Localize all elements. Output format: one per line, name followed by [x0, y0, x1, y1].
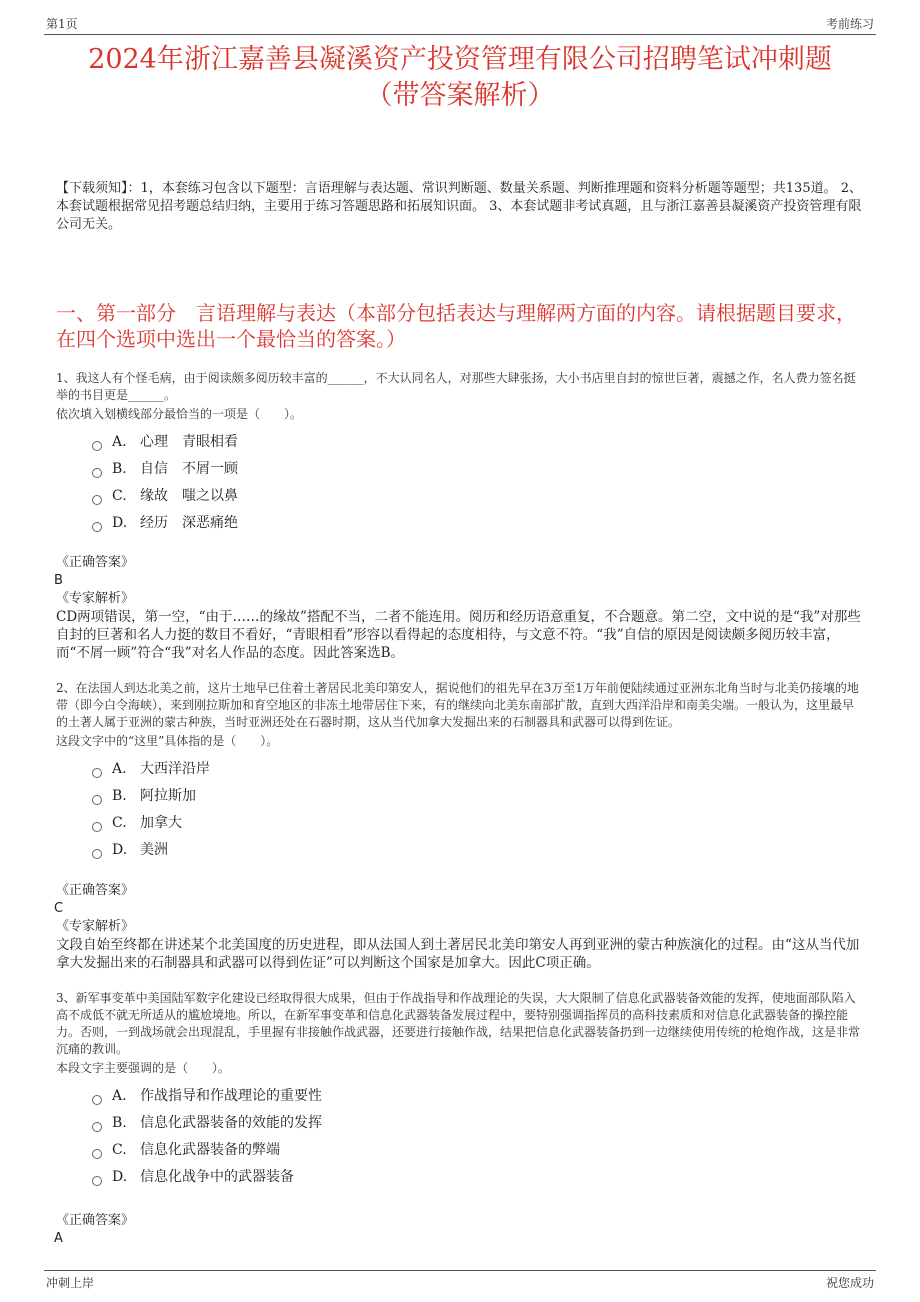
option-letter: D.	[112, 842, 128, 858]
question-prompt: 本段文字主要强调的是（ ）。	[56, 1061, 231, 1075]
option-text: 缘故 嗤之以鼻	[140, 488, 238, 504]
option-text: 阿拉斯加	[140, 788, 196, 804]
option-b[interactable]	[92, 783, 864, 810]
radio-icon[interactable]	[92, 468, 102, 478]
option-a[interactable]	[92, 1083, 864, 1110]
option-list	[92, 756, 864, 864]
radio-icon[interactable]	[92, 822, 102, 832]
option-text: 信息化武器装备的效能的发挥	[140, 1115, 322, 1131]
question-stem: 1、我这人有个怪毛病，由于阅读颇多阅历较丰富的______，不大认同名人，对那些大肆张扬，大小书店里自封的惊世巨著，震撼之作，名人费力签名挺举的书目更是______。	[56, 371, 856, 402]
explain-text: CD两项错误，第一空，“由于……的缘故”搭配不当，二者不能连用。阅历和经历语意重复，不合题意。第二空，文中说的是“我”对那些自封的巨著和名人力挺的数目不看好，“青眼相看”形容以看得起的态度相待，与文意不符。“我”自信的原因是阅读颇多阅历较丰富，而“不屑一顾”符合“我”对名人作品的态度。因此答案选B。	[56, 609, 861, 661]
download-notice: 【下载须知】：1，本套练习包含以下题型：言语理解与表达题、常识判断题、数量关系题、判断推理题和资料分析题等题型；共135道。 2、本套试题根据常见招考题总结归纳，主要用于练习答题思路和拓展知识面。 3、本套试题非考试真题，且与浙江嘉善县凝溪资产投资管理有限公司无关。	[56, 181, 862, 232]
option-b[interactable]	[92, 456, 864, 483]
option-letter: A.	[112, 761, 127, 777]
option-c[interactable]	[92, 1137, 864, 1164]
option-a[interactable]	[92, 429, 864, 456]
question-2	[56, 680, 864, 864]
option-text: 经历 深恶痛绝	[140, 515, 238, 531]
option-letter: B.	[112, 788, 127, 804]
footer-left: 冲刺上岸	[46, 1276, 95, 1290]
radio-icon[interactable]	[92, 768, 102, 778]
option-list	[92, 429, 864, 537]
answer-label: 《正确答案》	[56, 555, 135, 570]
option-text: 作战指导和作战理论的重要性	[140, 1088, 322, 1104]
option-letter: B.	[112, 461, 127, 477]
page-number: 第1页	[46, 17, 78, 31]
option-letter: C.	[112, 1142, 127, 1158]
question-stem: 2、在法国人到达北美之前，这片土地早已住着土著居民北美印第安人，据说他们的祖先早在3万至1万年前便陆续通过亚洲东北角当时与北美仍接壤的地带（即今白令海峡），来到刚拉斯加和育空地区的非冻土地带居住下来，有的继续向北美东南部扩散，直到大西洋沿岸和南美尖端。一般认为，这里最早的土著人属于亚洲的蒙古种族，当时亚洲还处在石器时期，这从当代加拿大发掘出来的石制器具和武器可以得到佐证。	[56, 681, 859, 729]
title-line-2: （带答案解析）	[365, 80, 555, 111]
explain-label: 《专家解析》	[56, 591, 135, 606]
option-c[interactable]	[92, 483, 864, 510]
explain-label: 《专家解析》	[56, 919, 135, 934]
radio-icon[interactable]	[92, 1149, 102, 1159]
explain-text: 文段自始至终都在讲述某个北美国度的历史进程，即从法国人到土著居民北美印第安人再到亚洲的蒙古种族演化的过程。由“这从当代加拿大发掘出来的石制器具和武器可以得到佐证”可以判断这个国家是加拿大。因此C项正确。	[56, 937, 860, 971]
radio-icon[interactable]	[92, 1176, 102, 1186]
option-d[interactable]	[92, 837, 864, 864]
option-b[interactable]	[92, 1110, 864, 1137]
question-prompt: 依次填入划横线部分最恰当的一项是（ ）。	[56, 407, 303, 421]
radio-icon[interactable]	[92, 441, 102, 451]
section-title: 一、第一部分 言语理解与表达（本部分包括表达与理解两方面的内容。请根据题目要求，在四个选项中选出一个最恰当的答案。）	[56, 301, 856, 351]
radio-icon[interactable]	[92, 849, 102, 859]
answer-label: 《正确答案》	[56, 883, 135, 898]
page-footer	[44, 1270, 876, 1291]
option-text: 加拿大	[140, 815, 182, 831]
footer-right: 祝您成功	[825, 1276, 874, 1290]
option-letter: D.	[112, 1169, 128, 1185]
answer-block-1	[56, 554, 864, 662]
option-text: 自信 不屑一顾	[140, 461, 238, 477]
answer-value: B	[54, 573, 63, 588]
page-header	[44, 12, 876, 35]
option-letter: C.	[112, 488, 127, 504]
question-prompt: 这段文字中的“这里”具体指的是（ ）。	[56, 734, 279, 748]
option-letter: A.	[112, 1088, 127, 1104]
document-title	[44, 42, 876, 114]
radio-icon[interactable]	[92, 1122, 102, 1132]
option-a[interactable]	[92, 756, 864, 783]
option-text: 美洲	[140, 842, 168, 858]
radio-icon[interactable]	[92, 1095, 102, 1105]
option-c[interactable]	[92, 810, 864, 837]
header-label: 考前练习	[825, 17, 874, 31]
question-stem: 3、新军事变革中美国陆军数字化建设已经取得很大成果，但由于作战指导和作战理论的失误，大大限制了信息化武器装备效能的发挥，使地面部队陷入高不成低不就无所适从的尴尬境地。所以，在新军事变革和信息化武器装备发展过程中，要特别强调指挥员的高科技素质和对信息化武器装备的操控能力。否则，一到战场就会出现混乱，手里握有非接触作战武器，还要进行接触作战，结果把信息化武器装备扔到一边继续使用传统的枪炮作战，这是非常沉痛的教训。	[56, 991, 861, 1056]
option-letter: B.	[112, 1115, 127, 1131]
option-text: 信息化战争中的武器装备	[140, 1169, 294, 1185]
option-d[interactable]	[92, 510, 864, 537]
radio-icon[interactable]	[92, 495, 102, 505]
radio-icon[interactable]	[92, 522, 102, 532]
option-text: 大西洋沿岸	[140, 761, 210, 777]
answer-value: A	[54, 1231, 63, 1246]
option-letter: D.	[112, 515, 128, 531]
question-3	[56, 990, 864, 1191]
title-line-1: 2024年浙江嘉善县凝溪资产投资管理有限公司招聘笔试冲刺题	[88, 44, 832, 75]
radio-icon[interactable]	[92, 795, 102, 805]
option-list	[92, 1083, 864, 1191]
option-letter: C.	[112, 815, 127, 831]
option-text: 信息化武器装备的弊端	[140, 1142, 280, 1158]
option-letter: A.	[112, 434, 127, 450]
option-text: 心理 青眼相看	[140, 434, 238, 450]
question-1	[56, 370, 864, 537]
answer-block-2	[56, 882, 864, 972]
option-d[interactable]	[92, 1164, 864, 1191]
answer-block-3	[56, 1212, 864, 1248]
answer-value: C	[54, 901, 64, 916]
answer-label: 《正确答案》	[56, 1213, 135, 1228]
